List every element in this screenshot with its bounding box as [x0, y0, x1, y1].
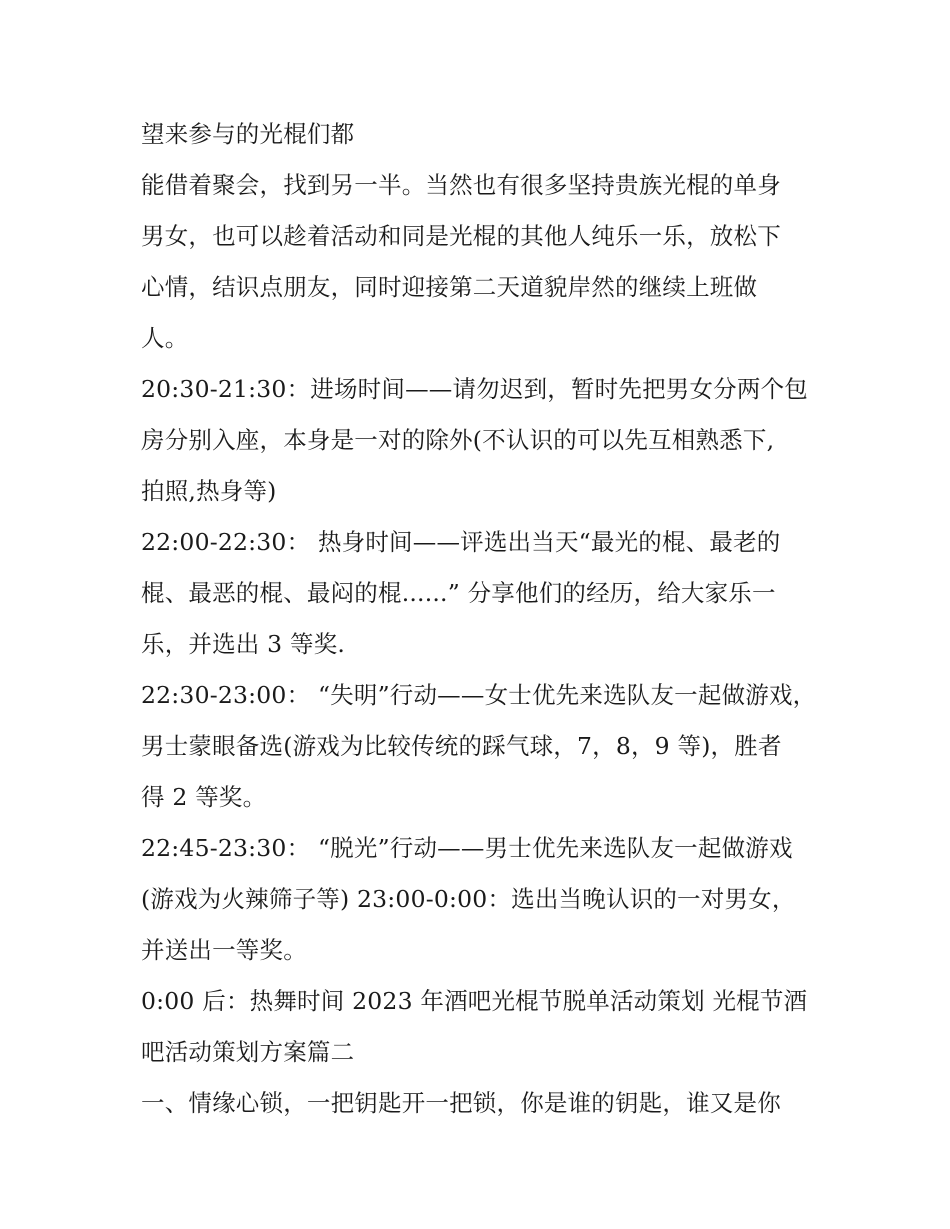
text-line: 得 2 等奖。 — [141, 783, 267, 811]
text-line: 男士蒙眼备选(游戏为比较传统的踩气球，7，8，9 等)，胜者 — [141, 732, 782, 760]
text-line: 22:00-22:30： 热身时间——评选出当天“最光的棍、最老的 — [141, 528, 781, 556]
text-line: 望来参与的光棍们都 — [141, 120, 355, 148]
text-line: 乐，并选出 3 等奖. — [141, 630, 346, 658]
text-line: 拍照,热身等) — [141, 477, 277, 505]
text-line: 棍、最恶的棍、最闷的棍......” 分享他们的经历，给大家乐一 — [141, 579, 776, 607]
text-line: 0:00 后：热舞时间 2023 年酒吧光棍节脱单活动策划 光棍节酒 — [141, 987, 808, 1015]
text-line: 并送出一等奖。 — [141, 936, 307, 964]
text-line: (游戏为火辣筛子等) 23:00-0:00：选出当晚认识的一对男女， — [141, 885, 796, 913]
text-line: 男女，也可以趁着活动和同是光棍的其他人纯乐一乐，放松下 — [141, 222, 781, 250]
text-line: 22:30-23:00： “失明”行动——女士优先来选队友一起做游戏， — [141, 681, 817, 709]
text-line: 人。 — [141, 324, 189, 352]
text-line: 吧活动策划方案篇二 — [141, 1038, 355, 1066]
text-line: 心情，结识点朋友，同时迎接第二天道貌岸然的继续上班做 — [141, 273, 758, 301]
text-line: 能借着聚会，找到另一半。当然也有很多坚持贵族光棍的单身 — [141, 171, 781, 199]
text-line: 20:30-21:30：进场时间——请勿迟到，暂时先把男女分两个包 — [141, 375, 808, 403]
document-body — [141, 109, 821, 1129]
text-line: 房分别入座，本身是一对的除外(不认识的可以先互相熟悉下, — [141, 426, 775, 454]
text-line: 一、情缘心锁，一把钥匙开一把锁，你是谁的钥匙，谁又是你 — [141, 1089, 781, 1117]
text-line: 22:45-23:30： “脱光”行动——男士优先来选队友一起做游戏 — [141, 834, 793, 862]
